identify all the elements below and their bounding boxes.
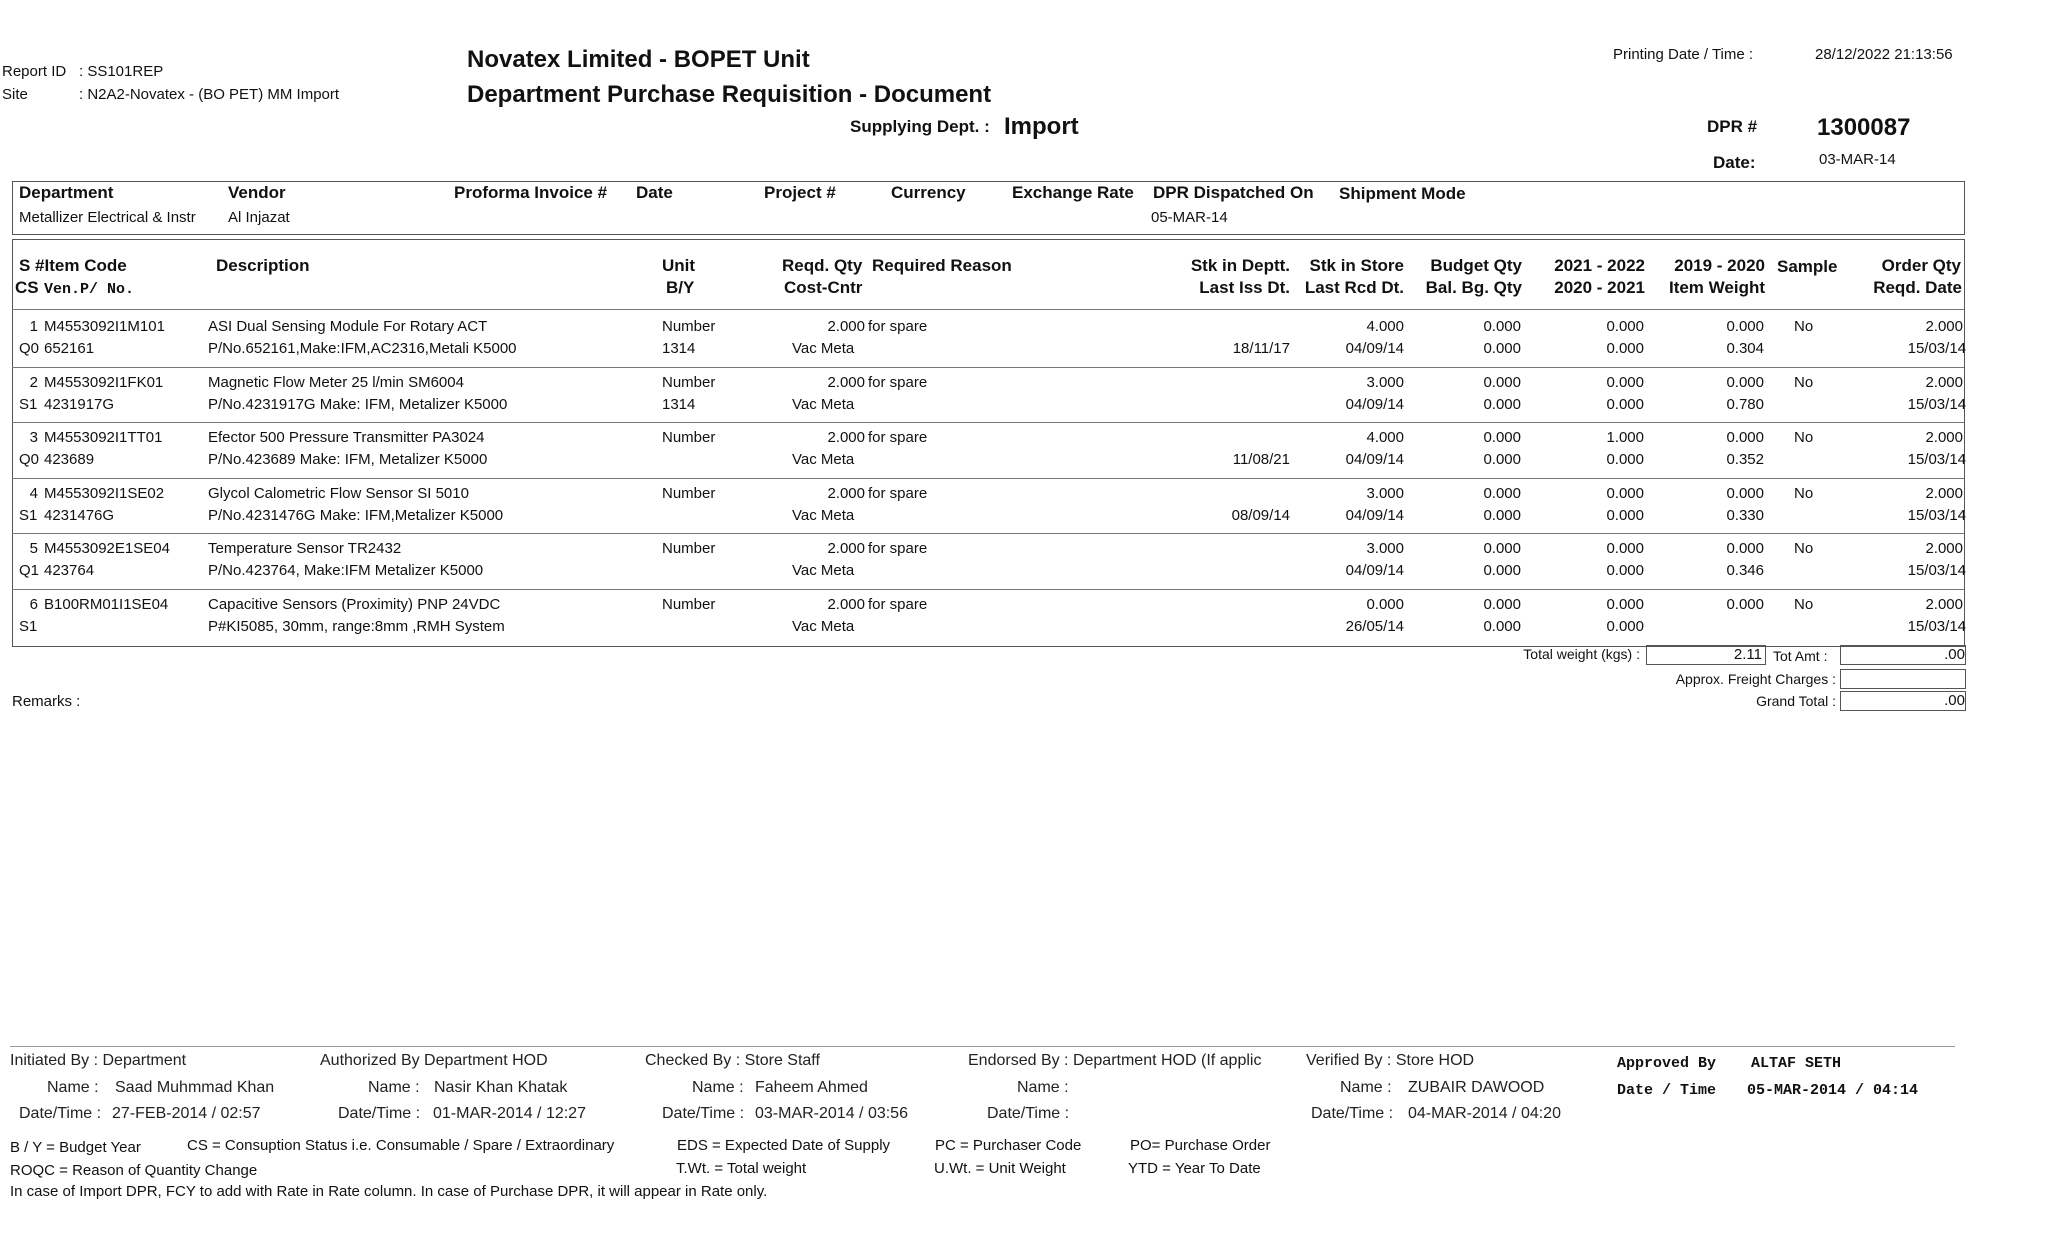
verified-name: ZUBAIR DAWOOD <box>1408 1079 1545 1096</box>
verified-datetime: 04-MAR-2014 / 04:20 <box>1408 1105 1561 1122</box>
row-cost-center: Vac Meta <box>792 507 855 524</box>
row-cs: Q1 <box>19 562 40 579</box>
row-budget-year: 1314 <box>662 340 696 357</box>
col-last-iss-date: Last Iss Dt. <box>1199 278 1290 297</box>
row-cs: Q0 <box>19 451 40 468</box>
col-2019-2020: 2019 - 2020 <box>1674 256 1765 275</box>
row-2021-2022: 1.000 <box>1606 429 1644 446</box>
endorsed-datetime-label: Date/Time : <box>987 1105 1070 1122</box>
grand-total-field <box>1840 691 1966 711</box>
row-sample: No <box>1794 485 1814 502</box>
row-reqd-qty: 2.000 <box>827 429 865 446</box>
row-last-rcd-date: 04/09/14 <box>1345 507 1404 524</box>
col-stk-store: Stk in Store <box>1309 256 1404 275</box>
row-last-rcd-date: 04/09/14 <box>1345 396 1404 413</box>
row-unit: Number <box>662 485 716 502</box>
row-2021-2022: 0.000 <box>1606 540 1644 557</box>
row-budget-qty: 0.000 <box>1483 429 1521 446</box>
legend-ytd: YTD = Year To Date <box>1128 1160 1261 1177</box>
row-unit: Number <box>662 540 716 557</box>
col-sample: Sample <box>1777 257 1838 276</box>
row-cost-center: Vac Meta <box>792 451 855 468</box>
remarks-label: Remarks : <box>12 693 81 710</box>
row-reason: for spare <box>868 318 928 335</box>
checked-name: Faheem Ahmed <box>755 1079 868 1096</box>
initiated-datetime: 27-FEB-2014 / 02:57 <box>112 1105 261 1122</box>
row-serial: 5 <box>29 540 38 557</box>
row-serial: 1 <box>29 318 38 335</box>
supplying-dept-value: Import <box>1004 113 1079 140</box>
row-reason: for spare <box>868 485 928 502</box>
row-item-code: M4553092I1M101 <box>44 318 165 335</box>
total-weight-value: 2.11 <box>1733 646 1762 663</box>
row-serial: 6 <box>29 596 38 613</box>
row-ven-part-no: 423689 <box>44 451 95 468</box>
department-header: Department <box>19 183 114 202</box>
table-row <box>0 370 2048 422</box>
legend-pc: PC = Purchaser Code <box>935 1137 1082 1154</box>
row-2021-2022: 0.000 <box>1606 374 1644 391</box>
row-ven-part-no: 423764 <box>44 562 95 579</box>
row-cost-center: Vac Meta <box>792 396 855 413</box>
col-bal-bg-qty: Bal. Bg. Qty <box>1425 278 1522 297</box>
row-2021-2022: 0.000 <box>1606 485 1644 502</box>
table-row <box>0 314 2048 366</box>
row-ven-part-no: 4231476G <box>44 507 115 524</box>
row-item-weight: 0.352 <box>1726 451 1764 468</box>
row-order-qty: 2.000 <box>1925 429 1963 446</box>
col-unit: Unit <box>662 256 696 275</box>
dispatched-value: 05-MAR-14 <box>1151 209 1228 226</box>
row-2019-2020: 0.000 <box>1726 429 1764 446</box>
legend-eds: EDS = Expected Date of Supply <box>677 1137 891 1154</box>
col-description: Description <box>216 256 310 275</box>
legend-roqc: ROQC = Reason of Quantity Change <box>10 1162 258 1179</box>
row-description: Magnetic Flow Meter 25 l/min SM6004 <box>208 374 464 391</box>
row-divider <box>12 478 1964 479</box>
supplying-dept-label: Supplying Dept. : <box>850 117 990 136</box>
row-unit: Number <box>662 318 716 335</box>
row-2019-2020: 0.000 <box>1726 485 1764 502</box>
row-2019-2020: 0.000 <box>1726 596 1764 613</box>
col-cs: CS <box>15 278 39 297</box>
row-unit: Number <box>662 374 716 391</box>
row-bal-bg-qty: 0.000 <box>1483 340 1521 357</box>
report-id-value: : SS101REP <box>79 63 164 80</box>
row-2019-2020: 0.000 <box>1726 540 1764 557</box>
legend-total-weight: T.Wt. = Total weight <box>676 1160 807 1177</box>
dpr-label: DPR # <box>1707 117 1758 136</box>
row-reqd-date: 15/03/14 <box>1907 618 1966 635</box>
row-description: Efector 500 Pressure Transmitter PA3024 <box>208 429 485 446</box>
table-row <box>0 425 2048 477</box>
row-item-weight: 0.330 <box>1726 507 1764 524</box>
row-reason: for spare <box>868 429 928 446</box>
document-title: Department Purchase Requisition - Document <box>467 81 992 108</box>
row-order-qty: 2.000 <box>1925 540 1963 557</box>
dispatched-header: DPR Dispatched On <box>1153 183 1314 202</box>
col-cost-center: Cost-Cntr <box>784 278 863 297</box>
authorized-by-title: Authorized By Department HOD <box>320 1052 548 1069</box>
table-header-divider <box>12 309 1964 310</box>
row-description-2: P/No.4231917G Make: IFM, Metalizer K5000 <box>208 396 508 413</box>
col-budget-qty: Budget Qty <box>1430 256 1522 275</box>
row-reqd-qty: 2.000 <box>827 540 865 557</box>
table-row <box>0 592 2048 644</box>
row-ven-part-no: 652161 <box>44 340 95 357</box>
row-2019-2020: 0.000 <box>1726 374 1764 391</box>
row-description-2: P/No.423764, Make:IFM Metalizer K5000 <box>208 562 484 579</box>
row-2020-2021: 0.000 <box>1606 562 1644 579</box>
row-stk-store: 4.000 <box>1366 429 1404 446</box>
row-reqd-date: 15/03/14 <box>1907 340 1966 357</box>
approved-datetime: 05-MAR-2014 / 04:14 <box>1747 1082 1919 1099</box>
col-reqd-date: Reqd. Date <box>1873 278 1962 297</box>
row-divider <box>12 533 1964 534</box>
col-order-qty: Order Qty <box>1881 256 1961 275</box>
row-divider <box>12 422 1964 423</box>
tot-amt-field <box>1840 645 1966 665</box>
freight-label: Approx. Freight Charges : <box>1675 671 1836 687</box>
row-sample: No <box>1794 374 1814 391</box>
row-reqd-date: 15/03/14 <box>1907 507 1966 524</box>
row-order-qty: 2.000 <box>1925 374 1963 391</box>
row-description-2: P/No.423689 Make: IFM, Metalizer K5000 <box>208 451 488 468</box>
row-last-rcd-date: 04/09/14 <box>1345 451 1404 468</box>
company-title: Novatex Limited - BOPET Unit <box>467 46 810 73</box>
row-budget-qty: 0.000 <box>1483 318 1521 335</box>
row-reqd-qty: 2.000 <box>827 318 865 335</box>
col-item-weight: Item Weight <box>1668 278 1765 297</box>
endorsed-by-title: Endorsed By : Department HOD (If applic <box>968 1052 1262 1069</box>
row-stk-store: 3.000 <box>1366 540 1404 557</box>
row-last-iss-date: 18/11/17 <box>1232 340 1290 357</box>
row-item-code: B100RM01I1SE04 <box>44 596 169 613</box>
row-last-rcd-date: 04/09/14 <box>1345 340 1404 357</box>
row-stk-store: 3.000 <box>1366 485 1404 502</box>
exchange-rate-header: Exchange Rate <box>1012 183 1134 202</box>
row-sample: No <box>1794 429 1814 446</box>
row-unit: Number <box>662 596 716 613</box>
dpr-date-label: Date: <box>1713 153 1756 172</box>
legend-po: PO= Purchase Order <box>1130 1137 1271 1154</box>
row-divider <box>12 367 1964 368</box>
legend-consumption-status: CS = Consuption Status i.e. Consumable / Spare / Extraordinary <box>187 1137 615 1154</box>
row-item-weight: 0.780 <box>1726 396 1764 413</box>
row-bal-bg-qty: 0.000 <box>1483 451 1521 468</box>
site-label: Site <box>2 86 28 103</box>
row-2020-2021: 0.000 <box>1606 618 1644 635</box>
row-reqd-qty: 2.000 <box>827 485 865 502</box>
approved-by-title: Approved By <box>1617 1055 1717 1072</box>
tot-amt-label: Tot Amt : <box>1773 648 1828 664</box>
verified-name-label: Name : <box>1340 1079 1392 1096</box>
total-weight-label: Total weight (kgs) : <box>1523 646 1640 662</box>
row-2021-2022: 0.000 <box>1606 596 1644 613</box>
initiated-name: Saad Muhmmad Khan <box>115 1079 275 1096</box>
authorized-name-label: Name : <box>368 1079 420 1096</box>
row-description: Temperature Sensor TR2432 <box>208 540 402 557</box>
row-description: Capacitive Sensors (Proximity) PNP 24VDC <box>208 596 501 613</box>
legend-import-note: In case of Import DPR, FCY to add with Rate in Rate column. In case of Purchase DPR, it will appear in Rate only. <box>10 1183 768 1200</box>
project-header: Project # <box>764 183 836 202</box>
row-budget-year: 1314 <box>662 396 696 413</box>
row-description-2: P/No.4231476G Make: IFM,Metalizer K5000 <box>208 507 504 524</box>
row-item-code: M4553092E1SE04 <box>44 540 170 557</box>
row-last-iss-date: 08/09/14 <box>1231 507 1290 524</box>
table-row <box>0 536 2048 588</box>
approved-name: ALTAF SETH <box>1751 1055 1842 1072</box>
vendor-value: Al Injazat <box>228 209 290 226</box>
row-description-2: P#KI5085, 30mm, range:8mm ,RMH System <box>208 618 505 635</box>
legend-budget-year: B / Y = Budget Year <box>10 1139 141 1156</box>
row-2019-2020: 0.000 <box>1726 318 1764 335</box>
row-cs: S1 <box>19 396 38 413</box>
dpr-number: 1300087 <box>1817 114 1911 141</box>
row-description-2: P/No.652161,Make:IFM,AC2316,Metali K5000 <box>208 340 517 357</box>
proforma-header: Proforma Invoice # <box>454 183 608 202</box>
col-sno-item-code: S #Item Code <box>19 256 127 275</box>
row-reqd-qty: 2.000 <box>827 374 865 391</box>
col-last-rcd-date: Last Rcd Dt. <box>1304 278 1404 297</box>
row-stk-store: 4.000 <box>1366 318 1404 335</box>
col-ven-part-no: Ven.P/ No. <box>44 281 135 298</box>
printing-date-value: 28/12/2022 21:13:56 <box>1815 46 1953 63</box>
checked-datetime-label: Date/Time : <box>662 1105 745 1122</box>
department-value: Metallizer Electrical & Instr <box>19 209 196 226</box>
row-stk-store: 0.000 <box>1366 596 1404 613</box>
row-item-code: M4553092I1SE02 <box>44 485 165 502</box>
endorsed-name-label: Name : <box>1017 1079 1069 1096</box>
row-reason: for spare <box>868 374 928 391</box>
row-bal-bg-qty: 0.000 <box>1483 396 1521 413</box>
col-reqd-qty: Reqd. Qty <box>782 256 863 275</box>
authorized-name: Nasir Khan Khatak <box>434 1079 568 1096</box>
row-sample: No <box>1794 318 1814 335</box>
site-value: : N2A2-Novatex - (BO PET) MM Import <box>79 86 340 103</box>
freight-field <box>1840 669 1966 689</box>
row-bal-bg-qty: 0.000 <box>1483 507 1521 524</box>
row-reqd-date: 15/03/14 <box>1907 562 1966 579</box>
printing-date-label: Printing Date / Time : <box>1613 46 1754 63</box>
row-reqd-date: 15/03/14 <box>1907 396 1966 413</box>
row-budget-qty: 0.000 <box>1483 374 1521 391</box>
row-budget-qty: 0.000 <box>1483 596 1521 613</box>
row-last-rcd-date: 04/09/14 <box>1345 562 1404 579</box>
row-cost-center: Vac Meta <box>792 340 855 357</box>
row-budget-qty: 0.000 <box>1483 485 1521 502</box>
row-2020-2021: 0.000 <box>1606 507 1644 524</box>
checked-datetime: 03-MAR-2014 / 03:56 <box>755 1105 908 1122</box>
col-2020-2021: 2020 - 2021 <box>1554 278 1645 297</box>
row-unit: Number <box>662 429 716 446</box>
report-id-label: Report ID <box>2 63 67 80</box>
date-header: Date <box>636 183 673 202</box>
row-order-qty: 2.000 <box>1925 485 1963 502</box>
row-serial: 3 <box>29 429 38 446</box>
row-ven-part-no: 4231917G <box>44 396 115 413</box>
col-required-reason: Required Reason <box>872 256 1012 275</box>
row-description: Glycol Calometric Flow Sensor SI 5010 <box>208 485 469 502</box>
checked-name-label: Name : <box>692 1079 744 1096</box>
initiated-datetime-label: Date/Time : <box>19 1105 102 1122</box>
tot-amt-value: .00 <box>1944 646 1965 663</box>
grand-total-label: Grand Total : <box>1756 693 1836 709</box>
row-cs: S1 <box>19 618 38 635</box>
verified-by-title: Verified By : Store HOD <box>1306 1052 1475 1069</box>
row-order-qty: 2.000 <box>1925 318 1963 335</box>
authorized-datetime: 01-MAR-2014 / 12:27 <box>433 1105 586 1122</box>
row-cs: Q0 <box>19 340 40 357</box>
authorized-datetime-label: Date/Time : <box>338 1105 421 1122</box>
row-cost-center: Vac Meta <box>792 562 855 579</box>
row-serial: 4 <box>29 485 38 502</box>
checked-by-title: Checked By : Store Staff <box>645 1052 820 1069</box>
row-sample: No <box>1794 596 1814 613</box>
row-bal-bg-qty: 0.000 <box>1483 562 1521 579</box>
row-last-rcd-date: 26/05/14 <box>1345 618 1404 635</box>
row-2020-2021: 0.000 <box>1606 340 1644 357</box>
col-budget-year: B/Y <box>666 278 695 297</box>
table-row <box>0 481 2048 533</box>
row-divider <box>12 589 1964 590</box>
col-2021-2022: 2021 - 2022 <box>1554 256 1645 275</box>
initiated-by-title: Initiated By : Department <box>10 1052 187 1069</box>
row-order-qty: 2.000 <box>1925 596 1963 613</box>
legend-unit-weight: U.Wt. = Unit Weight <box>934 1160 1066 1177</box>
row-2020-2021: 0.000 <box>1606 451 1644 468</box>
row-2021-2022: 0.000 <box>1606 318 1644 335</box>
col-stk-dept: Stk in Deptt. <box>1190 256 1290 275</box>
approved-datetime-label: Date / Time <box>1617 1082 1717 1099</box>
dpr-info-box <box>12 181 1965 235</box>
row-bal-bg-qty: 0.000 <box>1483 618 1521 635</box>
total-weight-field <box>1646 645 1766 665</box>
row-budget-qty: 0.000 <box>1483 540 1521 557</box>
row-reason: for spare <box>868 596 928 613</box>
row-item-weight: 0.304 <box>1726 340 1764 357</box>
initiated-name-label: Name : <box>47 1079 99 1096</box>
shipment-header: Shipment Mode <box>1339 184 1466 203</box>
row-2020-2021: 0.000 <box>1606 396 1644 413</box>
verified-datetime-label: Date/Time : <box>1311 1105 1394 1122</box>
row-item-weight: 0.346 <box>1726 562 1764 579</box>
row-cost-center: Vac Meta <box>792 618 855 635</box>
row-sample: No <box>1794 540 1814 557</box>
row-item-code: M4553092I1TT01 <box>44 429 163 446</box>
dpr-date-value: 03-MAR-14 <box>1819 151 1896 168</box>
signature-divider <box>10 1046 1955 1047</box>
row-item-code: M4553092I1FK01 <box>44 374 164 391</box>
row-reqd-qty: 2.000 <box>827 596 865 613</box>
row-reason: for spare <box>868 540 928 557</box>
row-cs: S1 <box>19 507 38 524</box>
row-stk-store: 3.000 <box>1366 374 1404 391</box>
row-serial: 2 <box>29 374 38 391</box>
currency-header: Currency <box>891 183 966 202</box>
grand-total-value: .00 <box>1944 692 1965 709</box>
row-last-iss-date: 11/08/21 <box>1232 451 1290 468</box>
row-description: ASI Dual Sensing Module For Rotary ACT <box>208 318 488 335</box>
vendor-header: Vendor <box>228 183 286 202</box>
row-reqd-date: 15/03/14 <box>1907 451 1966 468</box>
